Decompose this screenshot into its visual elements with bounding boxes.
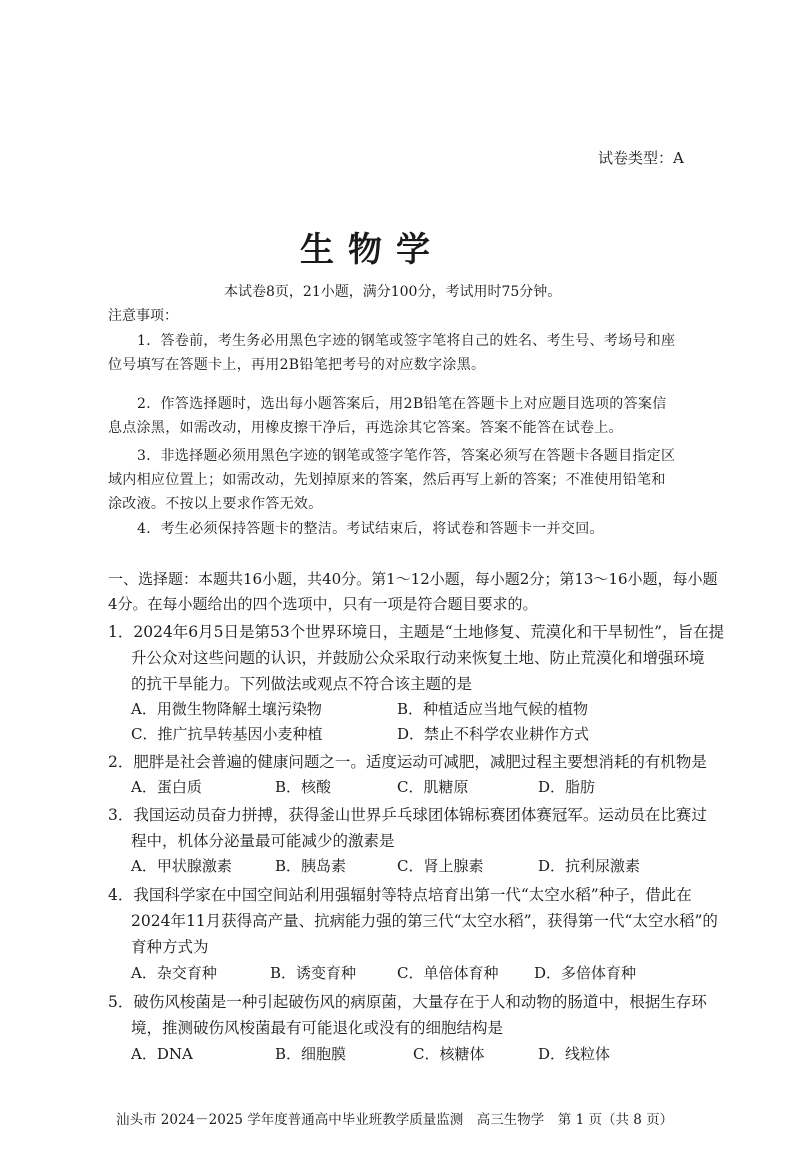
option-d: D．多倍体育种 bbox=[534, 964, 637, 982]
option-c: C．肌糖原 bbox=[397, 778, 469, 796]
option-c: C．肾上腺素 bbox=[397, 857, 484, 875]
question-text: 3．我国运动员奋力拼搏，获得釜山世界乒乓球团体锦标赛团体赛冠军。运动员在比赛过 bbox=[108, 806, 707, 824]
question-text: 5．破伤风梭菌是一种引起破伤风的病原菌，大量存在于人和动物的肠道中，根据生存环 bbox=[108, 993, 707, 1011]
option-b: B．胰岛素 bbox=[275, 857, 347, 875]
question-text: 育种方式为 bbox=[131, 938, 209, 956]
option-c: C．单倍体育种 bbox=[397, 964, 499, 982]
option-a: A．DNA bbox=[131, 1045, 193, 1063]
page-footer: 汕头市 2024－2025 学年度普通高中毕业班教学质量监测 高三生物学 第 1 页（共 8 页） bbox=[116, 1112, 674, 1128]
option-b: B．种植适应当地气候的植物 bbox=[397, 700, 589, 718]
option-c: C．推广抗旱转基因小麦种植 bbox=[131, 725, 323, 743]
option-d: D．线粒体 bbox=[538, 1045, 611, 1063]
question-text: 4．我国科学家在中国空间站利用强辐射等特点培育出第一代“太空水稻”种子，借此在 bbox=[108, 886, 692, 904]
option-b: B．细胞膜 bbox=[275, 1045, 347, 1063]
question-text: 2024年11月获得高产量、抗病能力强的第三代“太空水稻”，获得第一代“太空水稻”的 bbox=[131, 912, 718, 930]
option-d: D．脂肪 bbox=[538, 778, 596, 796]
option-a: A．甲状腺激素 bbox=[131, 857, 232, 875]
question-text: 的抗干旱能力。下列做法或观点不符合该主题的是 bbox=[131, 675, 473, 693]
exam-info: 本试卷8页，21小题，满分100分，考试用时75分钟。 bbox=[224, 284, 562, 300]
exam-title: 生物学 bbox=[300, 230, 444, 270]
notes-heading: 注意事项： bbox=[108, 308, 178, 324]
option-d: D．禁止不科学农业耕作方式 bbox=[397, 725, 590, 743]
option-d: D．抗利尿激素 bbox=[538, 857, 641, 875]
question-text: 程中，机体分泌量最可能减少的激素是 bbox=[131, 832, 395, 850]
note-line: 位号填写在答题卡上，再用2B铅笔把考号的对应数字涂黑。 bbox=[108, 357, 486, 373]
note-line: 2．作答选择题时，选出每小题答案后，用2B铅笔在答题卡上对应题目选项的答案信 bbox=[137, 396, 667, 412]
note-line: 涂改液。不按以上要求作答无效。 bbox=[108, 496, 323, 512]
option-c: C．核糖体 bbox=[413, 1045, 485, 1063]
option-a: A．用微生物降解土壤污染物 bbox=[131, 700, 322, 718]
note-line: 1．答卷前，考生务必用黑色字迹的钢笔或签字笔将自己的姓名、考生号、考场号和座 bbox=[137, 333, 676, 349]
question-text: 2．肥胖是社会普遍的健康问题之一。适度运动可减肥，减肥过程主要想消耗的有机物是 bbox=[108, 753, 707, 771]
note-line: 3．非选择题必须用黑色字迹的钢笔或签字笔作答，答案必须写在答题卡各题目指定区 bbox=[137, 448, 676, 464]
option-b: B．诱变育种 bbox=[270, 964, 357, 982]
note-line: 域内相应位置上；如需改动，先划掉原来的答案，然后再写上新的答案；不准使用铅笔和 bbox=[108, 472, 666, 488]
option-a: A．蛋白质 bbox=[131, 778, 202, 796]
section-line: 4分。在每小题给出的四个选项中，只有一项是符合题目要求的。 bbox=[108, 595, 538, 613]
question-text: 境，推测破伤风梭菌最有可能退化或没有的细胞结构是 bbox=[131, 1019, 504, 1037]
option-a: A．杂交育种 bbox=[131, 964, 217, 982]
section-line: 一、选择题：本题共16小题，共40分。第1～12小题，每小题2分；第13～16小题，每小题 bbox=[108, 570, 718, 588]
note-line: 4．考生必须保持答题卡的整洁。考试结束后，将试卷和答题卡一并交回。 bbox=[137, 521, 604, 537]
option-b: B．核酸 bbox=[275, 778, 332, 796]
question-text: 1．2024年6月5日是第53个世界环境日，主题是“土地修复、荒漠化和干旱韧性”，旨在提 bbox=[108, 623, 725, 641]
paper-type-label: 试卷类型：A bbox=[598, 149, 684, 167]
question-text: 升公众对这些问题的认识，并鼓励公众采取行动来恢复土地、防止荒漠化和增强环境 bbox=[131, 649, 705, 667]
note-line: 息点涂黑，如需改动，用橡皮擦干净后，再选涂其它答案。答案不能答在试卷上。 bbox=[108, 420, 623, 436]
